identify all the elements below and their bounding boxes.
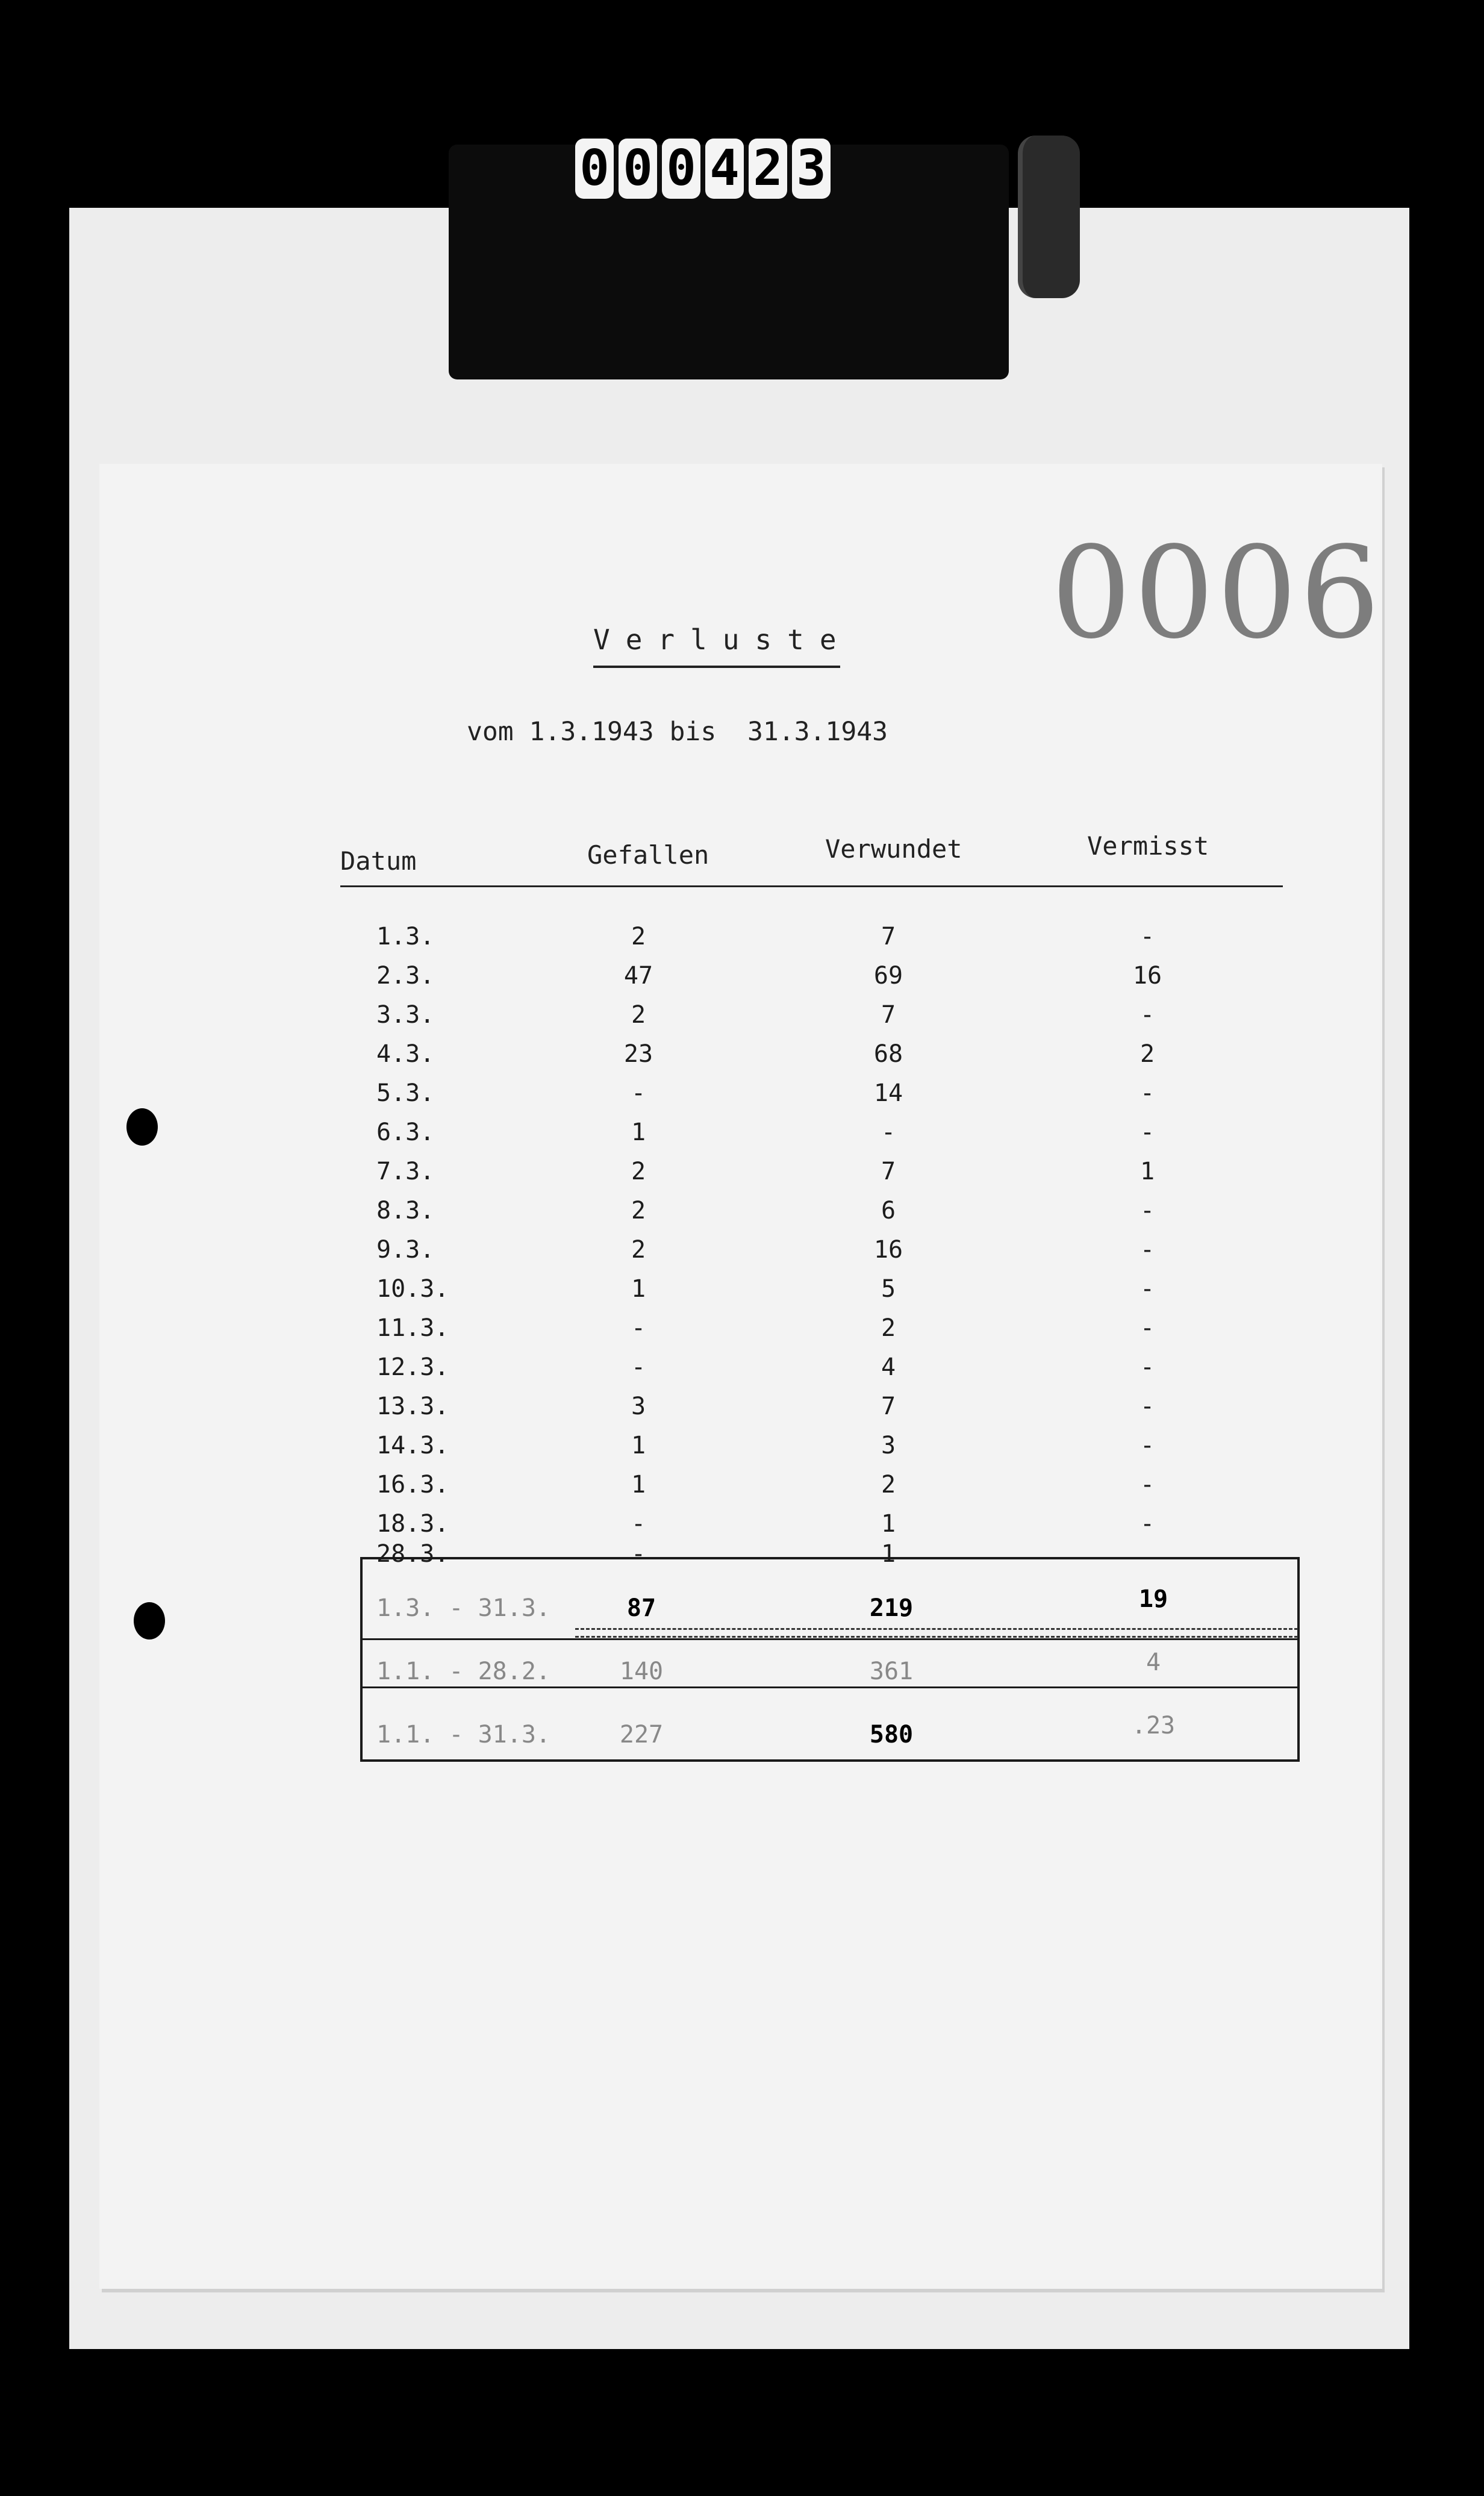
column-header-verwundet: Verwundet: [825, 834, 962, 864]
total-range: 1.1. - 28.2.: [376, 1658, 550, 1685]
counter-digit: 0: [662, 139, 700, 199]
cell-datum: 10.3.: [376, 1275, 449, 1303]
cell-vermisst: -: [1140, 1393, 1155, 1420]
cell-datum: 14.3.: [376, 1432, 449, 1459]
cell-verwundet: 14: [873, 1079, 903, 1107]
total-verwundet: 361: [869, 1658, 914, 1685]
title-underline: [593, 666, 840, 668]
cell-verwundet: 7: [881, 1158, 896, 1185]
cell-vermisst: -: [1140, 1353, 1155, 1381]
cell-verwundet: 4: [881, 1353, 896, 1381]
cell-gefallen: 2: [631, 1236, 646, 1264]
cell-datum: 18.3.: [376, 1510, 449, 1538]
punch-hole: [126, 1108, 158, 1146]
cell-gefallen: -: [631, 1353, 646, 1381]
cell-verwundet: 7: [881, 1001, 896, 1029]
cell-datum: 9.3.: [376, 1236, 435, 1264]
cell-gefallen: 2: [631, 1197, 646, 1225]
cell-datum: 6.3.: [376, 1119, 435, 1146]
cell-verwundet: 16: [873, 1236, 903, 1264]
clip-knob: [1018, 136, 1080, 298]
total-range: 1.3. - 31.3.: [376, 1594, 550, 1622]
cell-gefallen: -: [631, 1079, 646, 1107]
cell-verwundet: 1: [881, 1540, 896, 1568]
cell-gefallen: 2: [631, 923, 646, 950]
cell-verwundet: 5: [881, 1275, 896, 1303]
cell-datum: 5.3.: [376, 1079, 435, 1107]
total-vermisst: .23: [1131, 1712, 1176, 1739]
cell-verwundet: 2: [881, 1471, 896, 1499]
cell-datum: 11.3.: [376, 1314, 449, 1342]
total-verwundet: 219: [869, 1594, 914, 1622]
punch-hole: [134, 1602, 165, 1640]
cell-vermisst: -: [1140, 1275, 1155, 1303]
totals-divider: [360, 1686, 1300, 1688]
cell-vermisst: 2: [1140, 1040, 1155, 1068]
cell-datum: 12.3.: [376, 1353, 449, 1381]
cell-gefallen: 3: [631, 1393, 646, 1420]
total-vermisst: 4: [1146, 1649, 1161, 1676]
double-underline: [575, 1628, 1298, 1638]
cell-verwundet: 7: [881, 1393, 896, 1420]
cell-gefallen: 1: [631, 1432, 646, 1459]
totals-divider: [360, 1638, 1300, 1640]
total-gefallen: 227: [619, 1721, 664, 1749]
column-header-gefallen: Gefallen: [587, 840, 709, 870]
cell-vermisst: 16: [1132, 962, 1162, 990]
cell-datum: 28.3.: [376, 1540, 449, 1568]
cell-datum: 4.3.: [376, 1040, 435, 1068]
date-range-subtitle: vom 1.3.1943 bis 31.3.1943: [467, 717, 888, 747]
cell-vermisst: -: [1140, 1197, 1155, 1225]
total-vermisst: 19: [1138, 1585, 1168, 1613]
cell-datum: 2.3.: [376, 962, 435, 990]
total-gefallen: 87: [626, 1594, 656, 1622]
header-rule: [340, 885, 1283, 887]
frame-counter: [575, 139, 831, 205]
cell-verwundet: 3: [881, 1432, 896, 1459]
total-range: 1.1. - 31.3.: [376, 1721, 550, 1749]
cell-vermisst: 1: [1140, 1158, 1155, 1185]
cell-datum: 8.3.: [376, 1197, 435, 1225]
cell-vermisst: -: [1140, 923, 1155, 950]
counter-digit: 0: [575, 139, 614, 199]
cell-gefallen: -: [631, 1314, 646, 1342]
cell-vermisst: -: [1140, 1001, 1155, 1029]
cell-datum: 1.3.: [376, 923, 435, 950]
total-gefallen: 140: [619, 1658, 664, 1685]
cell-vermisst: -: [1140, 1079, 1155, 1107]
cell-datum: 16.3.: [376, 1471, 449, 1499]
archive-stamp-number: 0006: [1051, 519, 1383, 667]
counter-digit: 3: [792, 139, 831, 199]
cell-verwundet: 2: [881, 1314, 896, 1342]
counter-digit: 2: [749, 139, 787, 199]
cell-gefallen: 1: [631, 1119, 646, 1146]
cell-verwundet: 68: [873, 1040, 903, 1068]
cell-verwundet: -: [881, 1119, 896, 1146]
cell-vermisst: -: [1140, 1471, 1155, 1499]
column-header-datum: Datum: [340, 846, 417, 876]
cell-verwundet: 1: [881, 1510, 896, 1538]
cell-vermisst: -: [1140, 1119, 1155, 1146]
counter-digit: 0: [619, 139, 657, 199]
cell-gefallen: -: [631, 1510, 646, 1538]
cell-vermisst: -: [1140, 1432, 1155, 1459]
cell-vermisst: -: [1140, 1236, 1155, 1264]
cell-vermisst: -: [1140, 1314, 1155, 1342]
page-title: Verluste: [593, 623, 852, 656]
cell-gefallen: 47: [623, 962, 653, 990]
cell-gefallen: -: [631, 1540, 646, 1568]
cell-vermisst: -: [1140, 1510, 1155, 1538]
total-verwundet: 580: [869, 1721, 914, 1749]
column-header-vermisst: Vermisst: [1087, 831, 1209, 861]
cell-gefallen: 2: [631, 1158, 646, 1185]
cell-datum: 3.3.: [376, 1001, 435, 1029]
cell-verwundet: 6: [881, 1197, 896, 1225]
cell-gefallen: 1: [631, 1471, 646, 1499]
cell-verwundet: 7: [881, 923, 896, 950]
counter-digit: 4: [705, 139, 744, 199]
cell-verwundet: 69: [873, 962, 903, 990]
cell-datum: 13.3.: [376, 1393, 449, 1420]
cell-gefallen: 1: [631, 1275, 646, 1303]
cell-datum: 7.3.: [376, 1158, 435, 1185]
cell-gefallen: 2: [631, 1001, 646, 1029]
cell-gefallen: 23: [623, 1040, 653, 1068]
